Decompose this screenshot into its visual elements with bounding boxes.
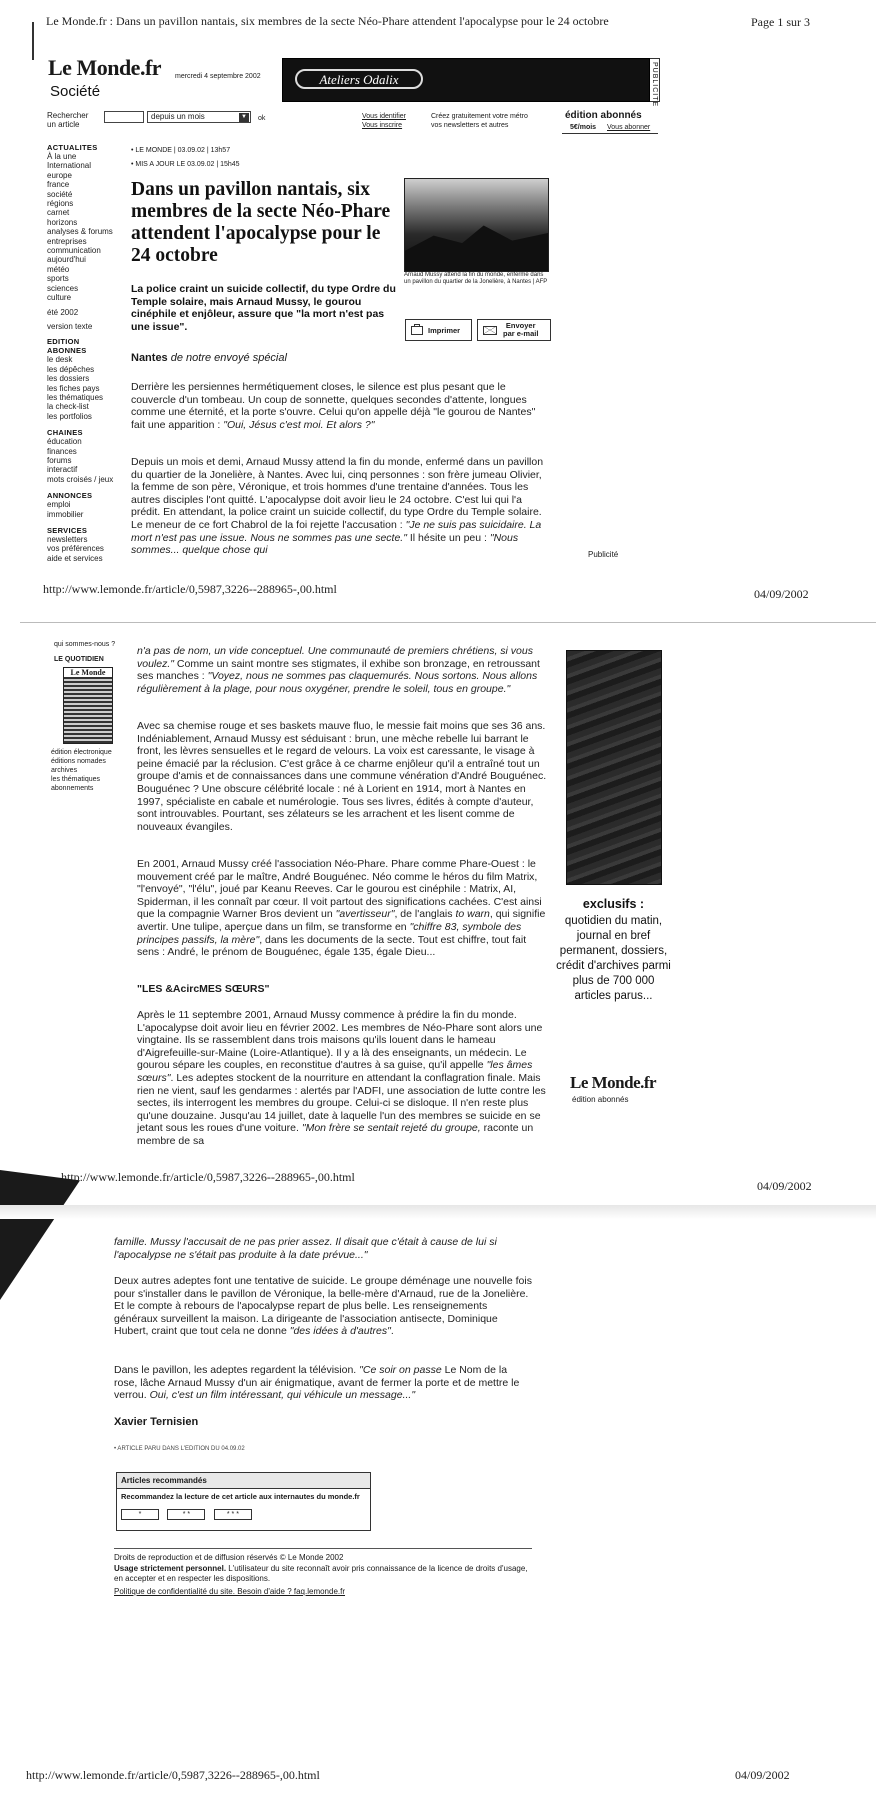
sidebar-item-actualites-8[interactable]: analyses & forums [47, 227, 113, 237]
dateline [131, 352, 287, 364]
ad-abonnes-title: exclusifs : [582, 897, 645, 911]
footer-url-page-1: http://www.lemonde.fr/article/0,5987,3226--288965-,00.html [43, 582, 337, 596]
sidebar-list-services [47, 535, 127, 563]
rate-2-star-button[interactable]: * * [167, 1509, 205, 1520]
paragraph-2-tail-quote: "Nous sommes... quelque chose qui [131, 531, 519, 557]
paragraph-1-quote: "Oui, Jésus c'est moi. Et alors ?" [223, 418, 375, 431]
paragraph-6 [137, 1009, 549, 1148]
paragraph-6-q2: "Mon frère se sentait rejeté du groupe, [301, 1122, 481, 1135]
article-photo [404, 178, 549, 272]
sidebar-item-services-0[interactable]: newsletters [47, 535, 88, 544]
rights-line-1: Droits de reproduction et de diffusion réservés © Le Monde 2002 [114, 1553, 344, 1562]
rights-divider [114, 1548, 532, 1549]
email-button-label-2: par e-mail [503, 329, 539, 338]
paragraph-5-q3: "chiffre 83, symbole des principes passifs, la mère" [137, 920, 522, 946]
sidebar-item-actualites-2[interactable]: europe [47, 170, 72, 180]
article-chapo: La police craint un suicide collectif, du type Ordre du Temple solaire, mais Arnaud Mussy, le gourou cinéphile et enjôleur, assure que "la mort n'est pas une issue". [131, 283, 396, 333]
sidebar-head-services: SERVICES [47, 526, 88, 535]
quotidien-thumb-logo: Le Monde [64, 668, 112, 677]
email-button-label-1: Envoyer [505, 321, 536, 330]
site-logo[interactable]: Le Monde.fr [48, 55, 162, 80]
paragraph-2-quote: "Je ne suis pas suicidaire. La mort n'est pas une issue. Nous ne sommes pas une secte." [131, 518, 542, 544]
footer-url-page-2: http://www.lemonde.fr/article/0,5987,3226--288965-,00.html [61, 1170, 355, 1184]
envelope-icon [483, 326, 497, 335]
article-subhead: "LES &AcircMES SŒURS" [137, 983, 270, 995]
scan-fold-shadow [0, 1170, 80, 1300]
sidebar-item-annonces-0[interactable]: emploi [47, 500, 71, 510]
sidebar-item-actualites-6[interactable]: carnet [47, 208, 70, 218]
printer-icon [411, 326, 423, 335]
paragraph-7: famille. Mussy l'accusait de ne pas prier assez. Il disait que c'était à cause de lui si l'apocalypse ne s'était pas produite à la date prévue..." [114, 1236, 497, 1261]
sidebar-item-actualites-12[interactable]: météo [47, 264, 70, 274]
rights-line-2-bold: Usage strictement personnel. [114, 1564, 227, 1573]
paragraph-6-a: Après le 11 septembre 2001, Arnaud Mussy commence à prédire la fin du monde. L'apocalypse doit avoir lieu en février 2002. Les membres de Néo-Phare sont alors une vingtaine. Ils se rassemblent dans trois maisons qu'ils louent dans le hameau d'Aigrefeuille-sur-Maine (Loire-Atlantique). Il y a là des enseignants, un médecin. Le gourou sépare les couples, en reconstitue d'autres à sa guise, qu'il appelle [137, 1009, 543, 1072]
dateline-city: Nantes [131, 352, 168, 364]
article-author: Xavier Ternisien [114, 1416, 199, 1428]
sidebar-item-chaines-1[interactable]: finances [47, 446, 77, 456]
paragraph-2-tail: Il hésite un peu : [409, 531, 487, 544]
paragraph-9 [114, 1364, 532, 1402]
paragraph-5-q2: to warn [455, 908, 490, 921]
sidebar-item-edition-3[interactable]: les fiches pays [47, 383, 100, 393]
quotidien-link-3[interactable]: les thématiques [51, 776, 101, 783]
footer-date-page-3: 04/09/2002 [735, 1768, 790, 1782]
paragraph-9-b: Le Nom de la rose, lâche Arnaud Mussy d'un air énigmatique, avant de fermer la porte et de mettre le verrou. [114, 1364, 520, 1402]
page-break-1 [20, 622, 876, 623]
quotidien-link-4[interactable]: abonnements [51, 785, 94, 792]
paragraph-6-b: . Les adeptes stockent de la nourriture en attendant la conflagration finale. Mais rien ne vient, sauf les gendarmes : alertés par l'ADFI, une association de lutte contre les sectes, ils interrogent les membres du groupe. Celui-ci se disloque. Il n'en reste plus qu'une douzaine. Jusqu'au 14 juillet, date à laquelle l'un des membres se suicide en se jetant sous les roues d'une voiture. [137, 1071, 546, 1135]
paragraph-3-quote-b: "Voyez, nous ne sommes pas claquemurés. Nous sortons. Nous allons régulièrement à la plage, pour nous oxygéner, prendre le soleil, tous en groupe." [137, 670, 538, 695]
paragraph-9-q2: Oui, c'est un film intéressant, qui véhicule un message..." [149, 1389, 416, 1402]
sidebar-item-actualites-14[interactable]: sciences [47, 283, 79, 293]
qui-sommes-nous-link[interactable]: qui sommes-nous ? [54, 641, 116, 648]
rights-line-2 [114, 1564, 534, 1584]
quotidien-link-0[interactable]: édition électronique [51, 749, 112, 756]
sidebar-item-edition-1[interactable]: les dépêches [47, 364, 95, 374]
ad-abonnes-body: quotidien du matin, journal en bref permanent, dossiers, crédit d'archives parmi plus de 700 000 articles parus... [556, 915, 671, 1002]
article-meta-2: • MIS A JOUR LE 03.09.02 | 15h45 [131, 161, 240, 168]
sidebar-item-chaines-3[interactable]: interactif [47, 465, 78, 475]
recommend-box-text: Recommandez la lecture de cet article aux internautes du monde.fr [121, 1492, 360, 1501]
login-link[interactable]: Vous identifier [362, 113, 406, 120]
print-button-label: Imprimer [428, 325, 461, 335]
article-headline: Dans un pavillon nantais, six membres de la secte Néo-Phare attendent l'apocalypse pour le 24 octobre [131, 179, 391, 266]
newsletter-text-2: vos newsletters et autres [431, 122, 509, 129]
edition-note: • ARTICLE PARU DANS L'EDITION DU 04.09.02 [114, 1446, 245, 1452]
sidebar-item-chaines-4[interactable]: mots croisés / jeux [47, 474, 114, 484]
recommend-box-title: Articles recommandés [117, 1473, 370, 1489]
ad-abonnes-logo[interactable]: Le Monde.fr [570, 1073, 657, 1092]
paragraph-9-q1: "Ce soir on passe [359, 1364, 442, 1376]
paragraph-8: Deux autres adeptes font une tentative de suicide. Le groupe déménage une nouvelle fois pour s'installer dans le pavillon de Véronique, la belle-mère d'Arnaud, rue de la Jonelière. Et le compte à rebours de l'apocalypse repart de plus belle. Les renseignements généraux surveillent la maison. La dirigeante de l'association antisecte, Dominique Hubert, craint que tout cela ne donne "des idées à d'autres". [114, 1275, 532, 1338]
search-ok-button[interactable]: ok [258, 115, 266, 122]
banner-text: Ateliers Odalix [295, 69, 423, 89]
rights-line-2-text: L'utilisateur du site reconnaît avoir pris connaissance de la licence de droits d'usage, en accepter et en respecter les dispositions. [114, 1564, 528, 1583]
page-break-2 [0, 1205, 876, 1219]
sidebar-head-abonnes: ABONNES [47, 346, 87, 356]
search-label-2: un article [47, 120, 80, 129]
chevron-down-icon[interactable]: ▼ [239, 113, 249, 122]
sidebar-list-annonces [47, 500, 127, 519]
paragraph-3-text: Comme un saint montre ses stigmates, il exhibe son bronzage, en retroussant ses manches : [137, 657, 540, 683]
search-label-1: Rechercher [47, 111, 89, 120]
paragraph-5 [137, 858, 549, 959]
abonnes-price: 5€/mois [570, 124, 597, 131]
sidebar-item-version-texte[interactable]: version texte [47, 321, 93, 331]
quotidien-link-1[interactable]: éditions nomades [51, 758, 106, 765]
sidebar-item-annonces-1[interactable]: immobilier [47, 509, 84, 519]
sidebar-item-actualites-10[interactable]: communication [47, 246, 101, 256]
paragraph-2-text: Depuis un mois et demi, Arnaud Mussy attend la fin du monde, enfermé dans un pavillon du quartier de la Jonelière, à Nantes. Avec lui, cinq personnes : son frère jumeau Olivier, la femme de son père, Véronique, et trois hommes d'une trentaine d'années. Tous les autres disciples l'ont quitté. L'apocalypse doit avoir lieu le 24 octobre. C'est lui qui l'a prédit. En attendant, la police craint un suicide collectif, du type Ordre du Temple solaire. Le meneur de ce fort Chabrol de la foi rejette l'accusation : [131, 456, 544, 531]
sidebar-item-actualites-9[interactable]: entreprises [47, 236, 87, 246]
publicite-label: Publicité [588, 550, 619, 559]
article-meta-1: • LE MONDE | 03.09.02 | 13h57 [131, 147, 231, 154]
sidebar-item-actualites-5[interactable]: régions [47, 199, 74, 209]
paragraph-5-c: , qui signifie avertir. Une tulipe, aperçue dans un film, se transforme en [137, 908, 546, 933]
register-link[interactable]: Vous inscrire [362, 122, 403, 129]
ad-abonnes-logo-sub: édition abonnés [572, 1095, 629, 1104]
quotidien-links [51, 748, 123, 793]
ad-abonnes-image[interactable] [566, 650, 662, 885]
publicite-vertical: PUBLICITE [651, 62, 658, 108]
sidebar-item-actualites-0[interactable]: À la une [47, 152, 77, 161]
rate-3-star-button[interactable]: * * * [214, 1509, 252, 1520]
sidebar-item-actualites-1[interactable]: International [47, 161, 92, 171]
recommend-box [116, 1472, 371, 1531]
sidebar-item-edition-2[interactable]: les dossiers [47, 374, 90, 384]
paragraph-5-q1: "avertisseur" [335, 908, 395, 921]
sidebar-item-chaines-2[interactable]: forums [47, 455, 72, 465]
email-button[interactable] [477, 319, 551, 341]
paragraph-3-quote-a: n'a pas de nom, un vide conceptuel. Une communauté de premiers chrétiens, si vous voulez." [137, 645, 533, 670]
print-header-page: Page 1 sur 3 [751, 15, 810, 29]
sidebar-item-edition-6[interactable]: les portfolios [47, 411, 92, 421]
paragraph-8-quote: "des idées à d'autres" [289, 1325, 391, 1338]
rights-line-3[interactable]: Politique de confidentialité du site. Besoin d'aide ? faq.lemonde.fr [114, 1587, 346, 1596]
sidebar-item-actualites-4[interactable]: société [47, 189, 73, 199]
sidebar-item-edition-4[interactable]: les thématiques [47, 392, 104, 402]
print-header-title: Le Monde.fr : Dans un pavillon nantais, six membres de la secte Néo-Phare attendent l'apocalypse pour le 24 octobre [46, 14, 609, 28]
paragraph-5-d: , dans les documents de la secte. Tout est chiffre, tout fait sens : André, le prénom de Bouguénec, égale 135, égale Dieu... [137, 933, 527, 959]
dateline-rest: de notre envoyé spécial [170, 352, 287, 364]
paragraph-2 [131, 456, 551, 557]
paragraph-1-text: Derrière les persiennes hermétiquement closes, le silence est plus pesant que le couvercle d'un tombeau. Un coup de sonnette, quelques secondes d'attente, longues comme une éternité, et la porte s'ouvre. Celui qu'on appelle déjà "le gourou de Nantes" fait une apparition : [131, 381, 536, 431]
masthead-date: mercredi 4 septembre 2002 [175, 73, 261, 80]
newsletter-text-1: Créez gratuitement votre métro [431, 113, 528, 120]
sidebar-item-ete[interactable]: été 2002 [47, 307, 79, 317]
footer-date-page-1: 04/09/2002 [754, 587, 809, 601]
section-title[interactable]: Société [50, 83, 101, 100]
paragraph-6-q1: "les âmes sœurs" [137, 1059, 533, 1084]
sidebar-item-services-2[interactable]: aide et services [47, 553, 103, 563]
sidebar-item-edition-5[interactable]: la check-list [47, 402, 89, 412]
print-button[interactable] [405, 319, 472, 341]
le-quotidien-head: LE QUOTIDIEN [54, 656, 104, 663]
sidebar-item-actualites-15[interactable]: culture [47, 293, 72, 303]
sidebar-head-annonces: ANNONCES [47, 491, 93, 501]
sidebar-head-actualites: ACTUALITES [47, 143, 98, 152]
paragraph-9-a: Dans le pavillon, les adeptes regardent la télévision. [114, 1364, 357, 1376]
paragraph-3 [137, 645, 549, 695]
paragraph-1 [131, 381, 551, 431]
sidebar-item-actualites-11[interactable]: aujourd'hui [47, 255, 86, 265]
subscribe-link[interactable]: Vous abonner [607, 124, 651, 131]
abonnes-title[interactable]: édition abonnés [565, 110, 642, 121]
search-input[interactable] [104, 111, 144, 123]
paragraph-5-a: En 2001, Arnaud Mussy créé l'association Néo-Phare. Phare comme Phare-Ouest : le mouvement créé par le maître, André Bouguénec. Néo comme le héros du film Matrix, "l'envoyé", "l'élu", joué par Keanu Reeves. Car le gourou est cinéphile : Matrix, AI, Spiderman, il les connaît par cœur. Il voit partout des significations cachées. C'est ainsi que la compagnie Warner Bros devient un [137, 858, 542, 921]
footer-date-page-2: 04/09/2002 [757, 1179, 812, 1193]
sidebar-item-edition-0[interactable]: le desk [47, 355, 73, 365]
ad-banner[interactable] [282, 58, 650, 102]
footer-url-page-3: http://www.lemonde.fr/article/0,5987,3226--288965-,00.html [26, 1768, 320, 1782]
paragraph-8-a: Deux autres adeptes font une tentative de suicide. Le groupe déménage une nouvelle fois pour s'installer dans le pavillon de Véronique, la belle-mère d'Arnaud, rue de la Jonelière. Et le compte à rebours de l'apocalypse repart de plus belle. Les renseignements généraux surveillent la maison. La dirigeante de l'association antisecte, Dominique Hubert, craint que tout cela ne donne [114, 1275, 532, 1338]
sidebar-item-chaines-0[interactable]: éducation [47, 437, 82, 447]
sidebar-item-actualites-13[interactable]: sports [47, 274, 69, 284]
search-period-select[interactable] [147, 111, 251, 123]
sidebar-item-actualites-3[interactable]: france [47, 180, 70, 190]
sidebar-list-chaines [47, 437, 127, 484]
sidebar-list-edition [47, 355, 127, 421]
search-select-value: depuis un mois [151, 112, 205, 121]
paragraph-5-b: , de l'anglais [394, 908, 453, 921]
scan-mark [32, 22, 34, 60]
photo-caption: Arnaud Mussy attend la fin du monde, enfermé dans un pavillon du quartier de la Jonelière, à Nantes | AFP [404, 272, 548, 285]
sidebar-list-actualites [47, 152, 127, 303]
paragraph-6-c: raconte un membre de sa [137, 1122, 534, 1147]
paragraph-4: Avec sa chemise rouge et ses baskets mauve fluo, le messie fait moins que ses 36 ans. Indéniablement, Arnaud Mussy est séduisant : brun, une mèche rebelle lui barrant le front, les lèvres sensuelles et le regard de velours. La voix est caressante, le visage à peine émacié par la réclusion. C'est grâce à ce charme enjôleur qu'il a entraîné tout un groupe d'amis et de connaissances dans une commune vénération d'André Bouguénec. Bouguénec ? Une obscure célébrité locale : né à Lorient en 1914, mort à Nantes en 1997, spécialiste en cabale et numérologie. Tous ses livres, édités à compte d'auteur, sont introuvables. Pourtant, ses zélateurs se les arrachent et les lisent comme de nouveaux évangiles. [137, 720, 547, 833]
sidebar-head-chaines: CHAINES [47, 428, 83, 438]
sidebar-head-edition: EDITION [47, 337, 80, 347]
quotidien-link-2[interactable]: archives [51, 767, 78, 774]
sidebar-item-services-1[interactable]: vos préférences [47, 544, 104, 554]
sidebar-item-actualites-7[interactable]: horizons [47, 217, 78, 227]
sidebar [47, 143, 127, 563]
quotidien-thumbnail[interactable] [63, 667, 113, 744]
rate-1-star-button[interactable]: * [121, 1509, 159, 1520]
